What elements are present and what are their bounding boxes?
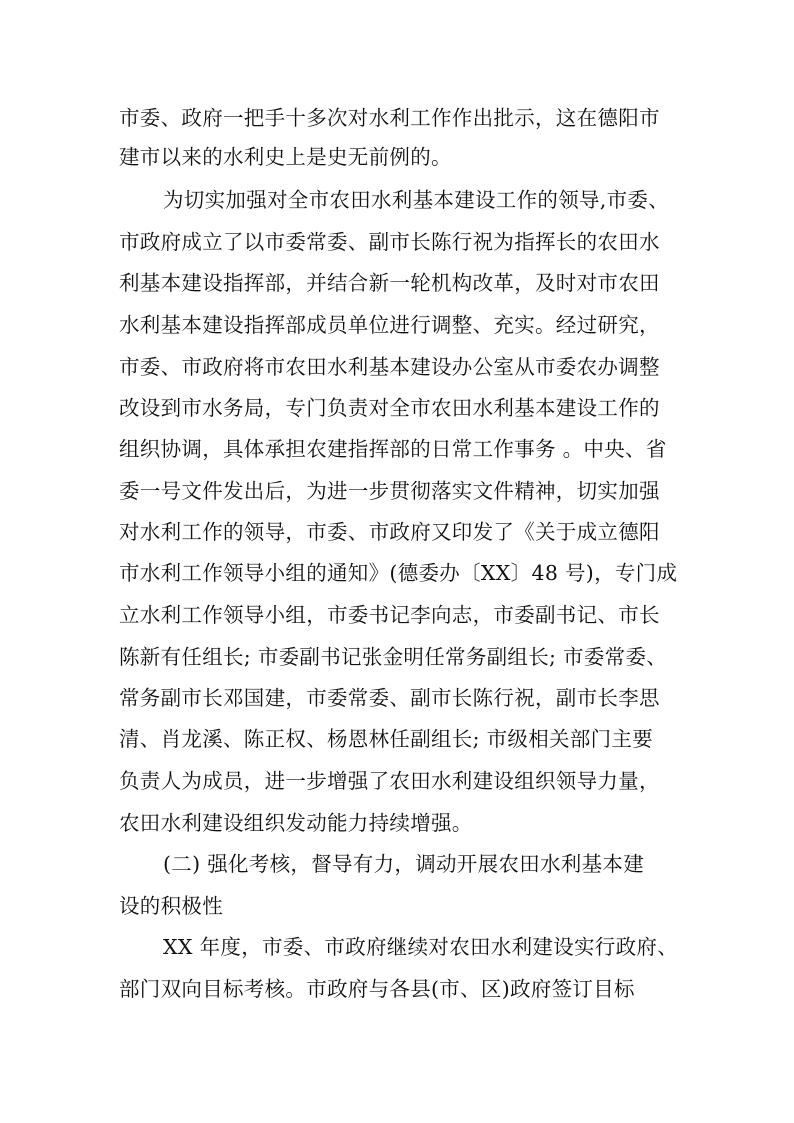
text-line: 组织协调，具体承担农建指挥部的日常工作事务 。中央、省 xyxy=(119,437,667,461)
paragraph-first-line: 为切实加强对全市农田水利基本建设工作的领导,市委、 xyxy=(163,188,670,212)
text-line: 市委、市政府将市农田水利基本建设办公室从市委农办调整 xyxy=(119,355,660,379)
text-line: 常务副市长邓国建，市委常委、副市长陈行祝，副市长李思 xyxy=(119,686,660,710)
paragraph-first-line: XX 年度，市委、市政府继续对农田水利建设实行政府、 xyxy=(163,935,679,959)
text-line: 对水利工作的领导，市委、市政府又印发了《关于成立德阳 xyxy=(119,520,660,544)
text-line: 委一号文件发出后，为进一步贯彻落实文件精神，切实加强 xyxy=(119,479,660,503)
section-heading-line: (二) 强化考核，督导有力，调动开展农田水利基本建 xyxy=(163,852,645,876)
text-line: 市水利工作领导小组的通知》(德委办〔XX〕48 号)，专门成 xyxy=(119,561,678,585)
text-line: 立水利工作领导小组，市委书记李向志，市委副书记、市长 xyxy=(119,603,660,627)
section-heading-line: 设的积极性 xyxy=(119,894,223,918)
text-line: 市委、政府一把手十多次对水利工作作出批示，这在德阳市 xyxy=(119,106,660,130)
text-line: 部门双向目标考核。市政府与各县(市、区)政府签订目标 xyxy=(119,977,635,1001)
text-line: 负责人为成员，进一步增强了农田水利建设组织领导力量， xyxy=(119,769,660,793)
text-line: 陈新有任组长; 市委副书记张金明任常务副组长; 市委常委、 xyxy=(119,645,668,669)
text-line: 利基本建设指挥部，并结合新一轮机构改革，及时对市农田 xyxy=(119,271,660,295)
text-line: 清、肖龙溪、陈正权、杨恩林任副组长; 市级相关部门主要 xyxy=(119,727,654,751)
text-line: 农田水利建设组织发动能力持续增强。 xyxy=(119,811,473,835)
text-line: 市政府成立了以市委常委、副市长陈行祝为指挥长的农田水 xyxy=(119,230,660,254)
text-line: 建市以来的水利史上是史无前例的。 xyxy=(119,145,452,169)
text-line: 水利基本建设指挥部成员单位进行调整、充实。经过研究， xyxy=(119,313,660,337)
text-line: 改设到市水务局，专门负责对全市农田水利基本建设工作的 xyxy=(119,396,660,420)
